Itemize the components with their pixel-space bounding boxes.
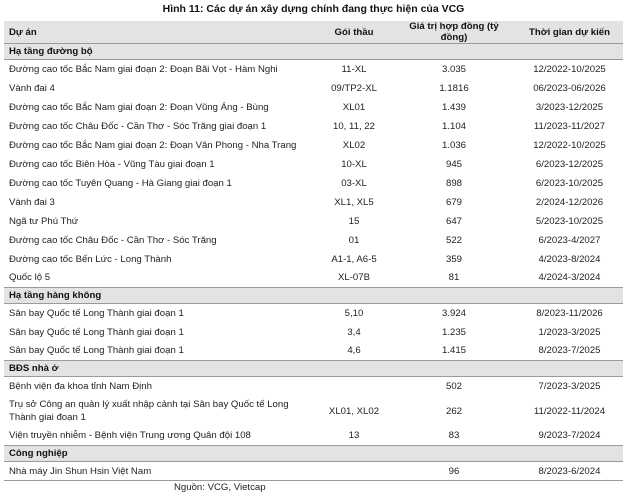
table-header-row (4, 21, 623, 44)
table-row (4, 304, 623, 323)
table-row (4, 79, 623, 98)
table-row (4, 269, 623, 288)
cell-value: 898 (445, 177, 462, 189)
table-row (4, 98, 623, 117)
section-header-row (4, 446, 623, 462)
cell-time: 9/2023-7/2024 (538, 430, 601, 442)
cell-value: 1.415 (441, 345, 466, 357)
cell-time: 3/2023-12/2025 (535, 101, 604, 113)
cell-package: 13 (348, 430, 360, 442)
cell-value: 1.439 (441, 101, 466, 113)
cell-package: 15 (348, 215, 360, 227)
cell-value: 359 (445, 253, 462, 265)
cell-project: Đường cao tốc Bắc Nam giai đoạn 2: Đoạn Vân Phong - Nha Trang (9, 139, 297, 151)
cell-time: 6/2023-4/2027 (538, 234, 601, 246)
cell-value: 502 (445, 380, 462, 392)
cell-time: 8/2023-11/2026 (536, 307, 603, 319)
cell-package: A1-1, A6-5 (331, 253, 377, 265)
cell-time: 12/2022-10/2025 (533, 139, 606, 151)
table-row (4, 155, 623, 174)
cell-project: Sân bay Quốc tế Long Thành giai đoạn 1 (9, 326, 184, 338)
section-title: BĐS nhà ở (4, 361, 623, 377)
cell-time: 8/2023-7/2025 (538, 345, 601, 357)
cell-value: 522 (445, 234, 462, 246)
cell-value: 647 (445, 215, 462, 227)
cell-project: Đường cao tốc Châu Đốc - Cần Thơ - Sóc Trăng giai đoạn 1 (9, 120, 267, 132)
section-header-row (4, 361, 623, 377)
cell-time: 4/2024-3/2024 (538, 272, 601, 284)
table-row (4, 174, 623, 193)
table-row (4, 342, 623, 361)
cell-value: 3.924 (441, 307, 466, 319)
cell-value: 3.035 (441, 63, 466, 75)
section-header-row (4, 44, 623, 60)
cell-value: 1.036 (441, 139, 466, 151)
cell-value: 1.1816 (439, 82, 469, 94)
cell-value: 1.235 (441, 326, 466, 338)
cell-package: XL-07B (338, 272, 370, 284)
cell-time: 11/2022-11/2024 (533, 405, 606, 417)
table-row (4, 60, 623, 79)
cell-value: 1.104 (441, 120, 466, 132)
table-row (4, 193, 623, 212)
cell-time: 06/2023-06/2026 (533, 82, 606, 94)
cell-project: Đường cao tốc Châu Đốc - Cần Thơ - Sóc Trăng (9, 234, 217, 246)
section-title: Hạ tầng đường bộ (4, 44, 623, 60)
cell-project: Viện truyền nhiễm - Bệnh viện Trung ương Quân đội 108 (9, 430, 251, 442)
cell-project: Nhà máy Jin Shun Hsin Việt Nam (4, 462, 316, 481)
cell-value: 81 (448, 272, 460, 284)
cell-time: 12/2022-10/2025 (533, 63, 606, 75)
header-value: Giá trị hợp đồng (tỷ đồng) (392, 21, 516, 44)
cell-project: Đường cao tốc Bắc Nam giai đoạn 2: Đoạn Vũng Áng - Bùng (9, 101, 269, 113)
cell-package: 11-XL (341, 63, 367, 75)
table-row (4, 396, 623, 427)
header-project: Dự án (4, 21, 316, 44)
cell-project: Sân bay Quốc tế Long Thành giai đoạn 1 (9, 307, 184, 319)
cell-project: Trụ sở Công an quản lý xuất nhập cảnh tại Sân bay Quốc tế Long Thành giai đoạn 1 (9, 399, 289, 423)
table-row (4, 250, 623, 269)
table-row (4, 323, 623, 342)
cell-project: Sân bay Quốc tế Long Thành giai đoạn 1 (9, 345, 184, 357)
cell-time: 1/2023-3/2025 (538, 326, 601, 338)
cell-project: Ngã tư Phú Thứ (9, 215, 79, 227)
cell-value: 262 (445, 405, 462, 417)
cell-package: 3,4 (347, 326, 361, 338)
section-title: Hạ tầng hàng không (4, 288, 623, 304)
cell-package: XL02 (342, 139, 366, 151)
header-package: Gói thầu (316, 21, 392, 44)
source-note: Nguồn: VCG, Vietcap (174, 482, 266, 493)
cell-package: 10-XL (341, 158, 367, 170)
cell-project: Đường cao tốc Bắc Nam giai đoạn 2: Đoạn Bãi Vọt - Hàm Nghi (9, 63, 278, 75)
table-row (4, 462, 623, 481)
cell-value: 83 (448, 430, 460, 442)
table-row (4, 136, 623, 155)
cell-time: 5/2023-10/2025 (535, 215, 604, 227)
table-row (4, 212, 623, 231)
table-row (4, 377, 623, 396)
cell-project: Vành đai 4 (9, 82, 55, 94)
cell-time: 7/2023-3/2025 (538, 380, 601, 392)
figure-title: Hình 11: Các dự án xây dựng chính đang thực hiện của VCG (162, 3, 465, 15)
table-body (4, 44, 623, 481)
cell-package: 09/TP2-XL (331, 82, 377, 94)
cell-package: 01 (348, 234, 360, 246)
cell-value: 945 (445, 158, 462, 170)
cell-package: XL1, XL5 (334, 196, 374, 208)
cell-package: 5,10 (344, 307, 364, 319)
cell-time: 2/2024-12/2026 (535, 196, 604, 208)
table-row (4, 117, 623, 136)
header-time: Thời gian dự kiến (516, 21, 623, 44)
cell-package (316, 377, 392, 396)
cell-time: 6/2023-10/2025 (535, 177, 604, 189)
cell-package: XL01, XL02 (328, 405, 380, 417)
cell-value: 679 (445, 196, 462, 208)
cell-value: 96 (392, 462, 516, 481)
table-row (4, 427, 623, 446)
cell-package: 03-XL (341, 177, 367, 189)
cell-project: Bệnh viện đa khoa tỉnh Nam Định (9, 380, 152, 392)
cell-package: 4,6 (347, 345, 361, 357)
table-row (4, 231, 623, 250)
section-title: Công nghiệp (4, 446, 623, 462)
cell-package (316, 462, 392, 481)
cell-project: Đường cao tốc Tuyên Quang - Hà Giang giai đoạn 1 (9, 177, 232, 189)
cell-time: 11/2023-11/2027 (533, 120, 606, 132)
cell-time: 6/2023-12/2025 (535, 158, 604, 170)
cell-time: 4/2023-8/2024 (538, 253, 601, 265)
cell-package: XL01 (342, 101, 366, 113)
cell-project: Vành đai 3 (9, 196, 55, 208)
cell-project: Quốc lộ 5 (9, 272, 51, 284)
cell-project: Đường cao tốc Biên Hòa - Vũng Tàu giai đoạn 1 (9, 158, 215, 170)
projects-table (4, 21, 623, 481)
section-header-row (4, 288, 623, 304)
cell-package: 10, 11, 22 (333, 120, 375, 132)
cell-time: 8/2023-6/2024 (516, 462, 623, 481)
cell-project: Đường cao tốc Bến Lức - Long Thành (9, 253, 172, 265)
